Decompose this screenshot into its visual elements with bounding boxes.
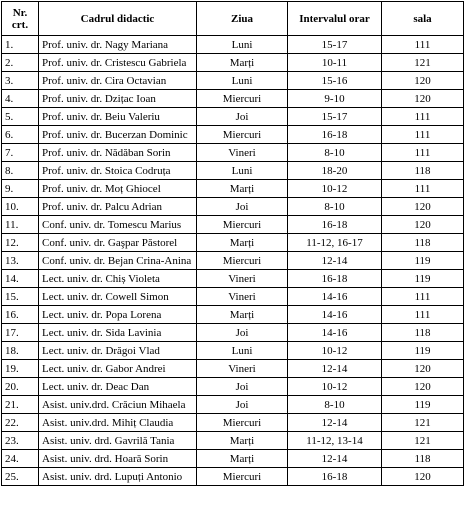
- time-interval-cell: 9-10: [288, 90, 382, 108]
- row-number-cell: 1.: [2, 36, 39, 54]
- row-number-cell: 4.: [2, 90, 39, 108]
- teacher-name-cell: Prof. univ. dr. Bucerzan Dominic: [39, 126, 197, 144]
- table-row: [2, 180, 464, 198]
- row-number-cell: 20.: [2, 378, 39, 396]
- table-row: [2, 378, 464, 396]
- day-cell: Joi: [197, 378, 288, 396]
- row-number-cell: 10.: [2, 198, 39, 216]
- table-row: [2, 288, 464, 306]
- time-interval-cell: 8-10: [288, 198, 382, 216]
- time-interval-cell: 8-10: [288, 396, 382, 414]
- row-number-cell: 8.: [2, 162, 39, 180]
- teacher-name-cell: Lect. univ. dr. Popa Lorena: [39, 306, 197, 324]
- time-interval-cell: 8-10: [288, 144, 382, 162]
- schedule-table: [1, 1, 464, 486]
- table-row: [2, 90, 464, 108]
- day-cell: Luni: [197, 162, 288, 180]
- teacher-name-cell: Lect. univ. dr. Sida Lavinia: [39, 324, 197, 342]
- day-cell: Marți: [197, 54, 288, 72]
- table-row: [2, 414, 464, 432]
- row-number-cell: 17.: [2, 324, 39, 342]
- teacher-name-cell: Prof. univ. dr. Dzițac Ioan: [39, 90, 197, 108]
- teacher-name-cell: Prof. univ. dr. Moț Ghiocel: [39, 180, 197, 198]
- row-number-cell: 6.: [2, 126, 39, 144]
- room-cell: 119: [382, 252, 464, 270]
- row-number-cell: 14.: [2, 270, 39, 288]
- table-row: [2, 396, 464, 414]
- table-row: [2, 54, 464, 72]
- day-cell: Joi: [197, 198, 288, 216]
- teacher-name-cell: Prof. univ. dr. Palcu Adrian: [39, 198, 197, 216]
- teacher-name-cell: Prof. univ. dr. Cristescu Gabriela: [39, 54, 197, 72]
- table-row: [2, 360, 464, 378]
- room-cell: 119: [382, 396, 464, 414]
- room-cell: 111: [382, 306, 464, 324]
- table-row: [2, 108, 464, 126]
- table-row: [2, 450, 464, 468]
- time-interval-cell: 15-16: [288, 72, 382, 90]
- teacher-name-cell: Lect. univ. dr. Drăgoi Vlad: [39, 342, 197, 360]
- row-number-cell: 24.: [2, 450, 39, 468]
- row-number-cell: 19.: [2, 360, 39, 378]
- teacher-name-cell: Asist. univ.drd. Crăciun Mihaela: [39, 396, 197, 414]
- time-interval-cell: 14-16: [288, 306, 382, 324]
- table-row: [2, 234, 464, 252]
- teacher-name-cell: Prof. univ. dr. Beiu Valeriu: [39, 108, 197, 126]
- time-interval-cell: 15-17: [288, 36, 382, 54]
- day-cell: Vineri: [197, 270, 288, 288]
- table-row: [2, 342, 464, 360]
- day-cell: Vineri: [197, 288, 288, 306]
- time-interval-cell: 12-14: [288, 252, 382, 270]
- teacher-name-cell: Conf. univ. dr. Gaşpar Păstorel: [39, 234, 197, 252]
- table-row: [2, 162, 464, 180]
- teacher-name-cell: Lect. univ. dr. Cowell Simon: [39, 288, 197, 306]
- teacher-name-cell: Prof. univ. dr. Cira Octavian: [39, 72, 197, 90]
- day-cell: Vineri: [197, 360, 288, 378]
- day-cell: Marți: [197, 432, 288, 450]
- header-ziua: Ziua: [197, 2, 288, 36]
- room-cell: 120: [382, 216, 464, 234]
- row-number-cell: 15.: [2, 288, 39, 306]
- time-interval-cell: 16-18: [288, 468, 382, 486]
- room-cell: 120: [382, 198, 464, 216]
- table-row: [2, 144, 464, 162]
- time-interval-cell: 10-11: [288, 54, 382, 72]
- day-cell: Luni: [197, 72, 288, 90]
- time-interval-cell: 16-18: [288, 270, 382, 288]
- day-cell: Marți: [197, 306, 288, 324]
- room-cell: 111: [382, 126, 464, 144]
- room-cell: 119: [382, 270, 464, 288]
- table-row: [2, 72, 464, 90]
- day-cell: Miercuri: [197, 126, 288, 144]
- day-cell: Miercuri: [197, 252, 288, 270]
- room-cell: 120: [382, 72, 464, 90]
- teacher-name-cell: Conf. univ. dr. Tomescu Marius: [39, 216, 197, 234]
- time-interval-cell: 10-12: [288, 378, 382, 396]
- day-cell: Miercuri: [197, 414, 288, 432]
- header-cadru: Cadrul didactic: [39, 2, 197, 36]
- row-number-cell: 5.: [2, 108, 39, 126]
- teacher-name-cell: Lect. univ. dr. Gabor Andrei: [39, 360, 197, 378]
- table-body: [2, 36, 464, 486]
- teacher-name-cell: Asist. univ. drd. Hoară Sorin: [39, 450, 197, 468]
- row-number-cell: 16.: [2, 306, 39, 324]
- room-cell: 118: [382, 162, 464, 180]
- time-interval-cell: 16-18: [288, 216, 382, 234]
- teacher-name-cell: Lect. univ. dr. Deac Dan: [39, 378, 197, 396]
- teacher-name-cell: Asist. univ.drd. Mihiț Claudia: [39, 414, 197, 432]
- time-interval-cell: 10-12: [288, 180, 382, 198]
- teacher-name-cell: Asist. univ. drd. Lupuți Antonio: [39, 468, 197, 486]
- time-interval-cell: 12-14: [288, 450, 382, 468]
- time-interval-cell: 18-20: [288, 162, 382, 180]
- room-cell: 119: [382, 342, 464, 360]
- table-row: [2, 468, 464, 486]
- day-cell: Vineri: [197, 144, 288, 162]
- row-number-cell: 21.: [2, 396, 39, 414]
- teacher-name-cell: Prof. univ. dr. Nădăban Sorin: [39, 144, 197, 162]
- room-cell: 120: [382, 360, 464, 378]
- room-cell: 121: [382, 414, 464, 432]
- day-cell: Miercuri: [197, 468, 288, 486]
- teacher-name-cell: Conf. univ. dr. Bejan Crina-Anina: [39, 252, 197, 270]
- room-cell: 120: [382, 378, 464, 396]
- table-row: [2, 126, 464, 144]
- time-interval-cell: 12-14: [288, 360, 382, 378]
- room-cell: 120: [382, 90, 464, 108]
- table-row: [2, 216, 464, 234]
- row-number-cell: 9.: [2, 180, 39, 198]
- day-cell: Joi: [197, 324, 288, 342]
- row-number-cell: 2.: [2, 54, 39, 72]
- row-number-cell: 11.: [2, 216, 39, 234]
- table-row: [2, 198, 464, 216]
- row-number-cell: 7.: [2, 144, 39, 162]
- teacher-name-cell: Lect. univ. dr. Chiș Violeta: [39, 270, 197, 288]
- room-cell: 111: [382, 36, 464, 54]
- room-cell: 120: [382, 468, 464, 486]
- row-number-cell: 12.: [2, 234, 39, 252]
- time-interval-cell: 14-16: [288, 324, 382, 342]
- table-row: [2, 252, 464, 270]
- teacher-name-cell: Asist. univ. drd. Gavrilă Tania: [39, 432, 197, 450]
- day-cell: Joi: [197, 396, 288, 414]
- day-cell: Luni: [197, 36, 288, 54]
- day-cell: Luni: [197, 342, 288, 360]
- header-nr: [2, 2, 39, 36]
- table-row: [2, 306, 464, 324]
- room-cell: 121: [382, 54, 464, 72]
- time-interval-cell: 10-12: [288, 342, 382, 360]
- time-interval-cell: 14-16: [288, 288, 382, 306]
- time-interval-cell: 16-18: [288, 126, 382, 144]
- room-cell: 118: [382, 324, 464, 342]
- day-cell: Joi: [197, 108, 288, 126]
- room-cell: 118: [382, 450, 464, 468]
- teacher-name-cell: Prof. univ. dr. Nagy Mariana: [39, 36, 197, 54]
- room-cell: 111: [382, 180, 464, 198]
- time-interval-cell: 11-12, 16-17: [288, 234, 382, 252]
- room-cell: 111: [382, 108, 464, 126]
- table-row: [2, 36, 464, 54]
- header-nr-line1: Nr.: [12, 6, 28, 19]
- room-cell: 111: [382, 288, 464, 306]
- day-cell: Miercuri: [197, 90, 288, 108]
- header-sala: sala: [382, 2, 464, 36]
- day-cell: Marți: [197, 180, 288, 198]
- header-interval: Intervalul orar: [288, 2, 382, 36]
- table-row: [2, 324, 464, 342]
- time-interval-cell: 12-14: [288, 414, 382, 432]
- row-number-cell: 18.: [2, 342, 39, 360]
- row-number-cell: 22.: [2, 414, 39, 432]
- table-header-row: [2, 2, 464, 36]
- row-number-cell: 13.: [2, 252, 39, 270]
- teacher-name-cell: Prof. univ. dr. Stoica Codruța: [39, 162, 197, 180]
- room-cell: 111: [382, 144, 464, 162]
- day-cell: Miercuri: [197, 216, 288, 234]
- day-cell: Marți: [197, 450, 288, 468]
- time-interval-cell: 11-12, 13-14: [288, 432, 382, 450]
- room-cell: 121: [382, 432, 464, 450]
- day-cell: Marți: [197, 234, 288, 252]
- header-nr-line2: crt.: [11, 18, 29, 31]
- room-cell: 118: [382, 234, 464, 252]
- row-number-cell: 23.: [2, 432, 39, 450]
- row-number-cell: 3.: [2, 72, 39, 90]
- row-number-cell: 25.: [2, 468, 39, 486]
- time-interval-cell: 15-17: [288, 108, 382, 126]
- table-row: [2, 432, 464, 450]
- table-row: [2, 270, 464, 288]
